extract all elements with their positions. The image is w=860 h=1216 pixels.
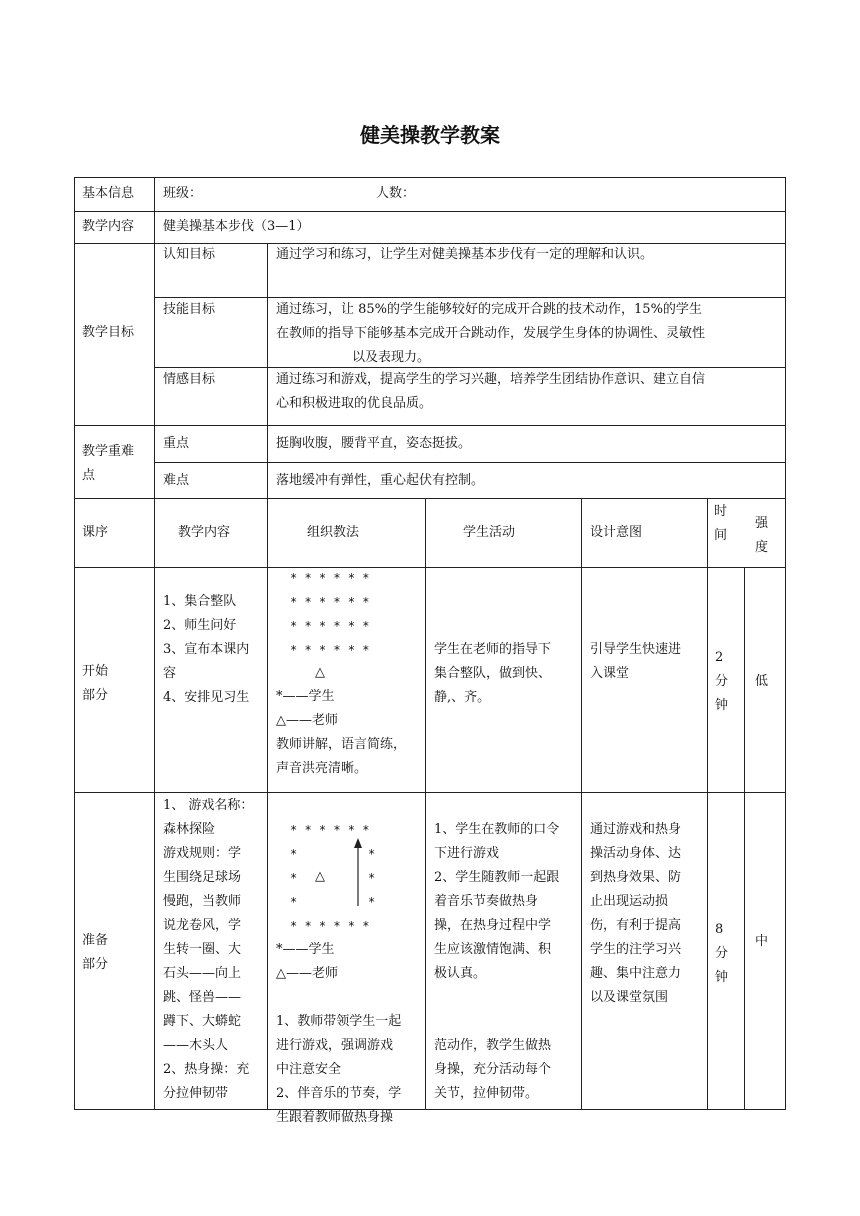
start-intent-line: 入课堂 (590, 666, 630, 681)
start-time: 钟 (715, 698, 729, 713)
hard-point-label: 难点 (163, 473, 190, 488)
prep-activity-line: 生应该激情饱满、积 (434, 942, 552, 957)
prep-content-line: 慢跑，当教师 (163, 894, 242, 909)
formation-side: * (290, 847, 298, 861)
formation-side: * (368, 871, 376, 885)
start-time: 分 (715, 674, 729, 689)
prep-content-line: 森林探险 (163, 822, 216, 837)
legend-teacher: △——老师 (276, 966, 338, 981)
prep-method-line: 进行游戏，强调游戏 (276, 1038, 394, 1053)
prep-activity-line: 着音乐节奏做热身 (434, 894, 539, 909)
keypoints-label: 教学重难 (82, 444, 135, 459)
grid-line (74, 567, 786, 568)
grid-line (74, 425, 786, 426)
prep-method-line: 生跟着教师做热身操 (276, 1110, 394, 1125)
grid-line (74, 498, 786, 499)
prep-activity-line: 下进行游戏 (434, 846, 500, 861)
prep-content-line: 游戏规则：学 (163, 846, 242, 861)
start-intent-line: 引导学生快速进 (590, 642, 682, 657)
prep-method-line: 中注意安全 (276, 1062, 342, 1077)
prep-content-line: 说龙卷风，学 (163, 918, 242, 933)
content-label: 教学内容 (82, 219, 135, 234)
skill-goal-line: 在教师的指导下能够基本完成开合跳动作，发展学生身体的协调性、灵敏性 (276, 326, 706, 341)
start-time: 2 (715, 650, 724, 665)
teacher-mark: △ (315, 869, 325, 884)
start-activity-line: 学生在老师的指导下 (434, 642, 552, 657)
cognitive-goal-text: 通过学习和练习，让学生对健美操基本步伐有一定的理解和认识。 (276, 247, 654, 262)
prep-content-line: ——木头人 (163, 1038, 229, 1053)
prep-part-label: 部分 (82, 957, 109, 972)
basic-info-label: 基本信息 (82, 186, 135, 201)
prep-activity-line: 极认真。 (434, 966, 487, 981)
up-arrow-icon (352, 838, 364, 908)
emotion-goal-line: 心和积极进取的优良品质。 (276, 396, 433, 411)
class-label: 班级： (163, 186, 203, 201)
formation-row: * * * * * * (290, 643, 370, 657)
legend-teacher: △——老师 (276, 713, 338, 728)
formation-side: * (290, 895, 298, 909)
prep-time: 8 (715, 922, 724, 937)
prep-strength: 中 (755, 934, 769, 949)
start-strength: 低 (755, 674, 769, 689)
count-label: 人数： (376, 186, 416, 201)
prep-intent-line: 以及课堂氛围 (590, 990, 669, 1005)
header-time: 间 (714, 528, 728, 543)
prep-content-line: 生转一圈、大 (163, 942, 242, 957)
emotion-goal-line: 通过练习和游戏，提高学生的学习兴趣，培养学生团结协作意识、建立自信 (276, 372, 706, 387)
prep-intent-line: 学生的注学习兴 (590, 942, 682, 957)
keypoints-label: 点 (82, 468, 96, 483)
key-point-label: 重点 (163, 436, 190, 451)
prep-content-line: 蹲下、大蟒蛇 (163, 1014, 242, 1029)
prep-intent-line: 趣、集中注意力 (590, 966, 682, 981)
legend-student: *——学生 (276, 689, 335, 704)
formation-side: * (290, 871, 298, 885)
prep-intent-line: 操活动身体、达 (590, 846, 682, 861)
prep-activity-line: 范动作，教学生做热 (434, 1038, 552, 1053)
grid-line (154, 462, 786, 463)
prep-method-line: 2、伴音乐的节奏，学 (276, 1086, 402, 1101)
prep-activity-line: 关节，拉伸韧带。 (434, 1086, 539, 1101)
prep-time: 钟 (715, 970, 729, 985)
legend-student: *——学生 (276, 942, 335, 957)
header-strength: 度 (755, 540, 769, 555)
skill-goal-label: 技能目标 (163, 302, 216, 317)
header-method: 组织教法 (307, 525, 360, 540)
prep-intent-line: 通过游戏和热身 (590, 822, 682, 837)
header-strength: 强 (755, 516, 769, 531)
start-part-label: 部分 (82, 688, 109, 703)
grid-line (267, 498, 268, 1110)
grid-line (74, 177, 75, 1110)
prep-activity-line: 2、学生随教师一起跟 (434, 870, 560, 885)
prep-content-line: 生围绕足球场 (163, 870, 242, 885)
prep-part-label: 准备 (82, 933, 109, 948)
header-content: 教学内容 (178, 525, 231, 540)
grid-line (785, 177, 786, 1110)
formation-row: * * * * * * (290, 571, 370, 585)
grid-line (154, 177, 155, 1110)
start-method-line: 声音洪亮清晰。 (276, 761, 368, 776)
grid-line (74, 177, 786, 178)
prep-content-line: 2、热身操：充 (163, 1062, 250, 1077)
formation-row: * * * * * * (290, 823, 370, 837)
start-content-line: 1、集合整队 (163, 594, 237, 609)
prep-activity-line: 操，在热身过程中学 (434, 918, 552, 933)
formation-row: * * * * * * (290, 919, 370, 933)
start-method-line: 教师讲解，语言简练， (276, 737, 407, 752)
prep-activity-line: 身操，充分活动每个 (434, 1062, 552, 1077)
page-title: 健美操教学教案 (360, 123, 500, 147)
grid-line (267, 243, 268, 498)
prep-time: 分 (715, 946, 729, 961)
prep-intent-line: 到热身效果、防 (590, 870, 682, 885)
header-activity: 学生活动 (463, 525, 516, 540)
prep-content-line: 跳、怪兽—— (163, 990, 242, 1005)
prep-intent-line: 伤，有利于提高 (590, 918, 682, 933)
hard-point-text: 落地缓冲有弹性，重心起伏有控制。 (276, 473, 485, 488)
prep-content-line: 石头——向上 (163, 966, 242, 981)
teacher-mark: △ (315, 665, 325, 680)
key-point-text: 挺胸收腹，腰背平直，姿态挺拔。 (276, 436, 472, 451)
start-part-label: 开始 (82, 664, 109, 679)
emotion-goal-label: 情感目标 (163, 372, 216, 387)
formation-side: * (368, 895, 376, 909)
cognitive-goal-label: 认知目标 (163, 247, 216, 262)
start-activity-line: 集合整队，做到快、 (434, 666, 552, 681)
goals-label: 教学目标 (82, 325, 135, 340)
grid-line (425, 498, 426, 1110)
grid-line (581, 498, 582, 1110)
start-content-line: 4、安排见习生 (163, 690, 250, 705)
start-activity-line: 静,、齐。 (434, 690, 491, 705)
header-intent: 设计意图 (590, 525, 643, 540)
header-time: 时 (714, 504, 728, 519)
header-order: 课序 (82, 525, 109, 540)
skill-goal-line: 通过练习，让 85%的学生能够较好的完成开合跳的技术动作，15%的学生 (276, 302, 702, 317)
start-content-line: 2、师生问好 (163, 618, 237, 633)
prep-content-line: 分拉伸韧带 (163, 1086, 229, 1101)
prep-method-line: 1、教师带领学生一起 (276, 1014, 402, 1029)
grid-line (74, 211, 786, 212)
prep-activity-line: 1、学生在教师的口令 (434, 822, 560, 837)
formation-side: * (368, 847, 376, 861)
prep-intent-line: 止出现运动损 (590, 894, 669, 909)
start-content-line: 容 (163, 666, 177, 681)
grid-line (74, 792, 786, 793)
formation-row: * * * * * * (290, 619, 370, 633)
content-value: 健美操基本步伐（3—1） (163, 219, 310, 234)
grid-line (744, 567, 745, 1110)
grid-line (74, 1109, 786, 1110)
prep-content-line: 1、 游戏名称： (163, 798, 254, 813)
skill-goal-line: 以及表现力。 (352, 350, 431, 365)
formation-row: * * * * * * (290, 595, 370, 609)
grid-line (707, 498, 708, 1110)
start-content-line: 3、宣布本课内 (163, 642, 250, 657)
